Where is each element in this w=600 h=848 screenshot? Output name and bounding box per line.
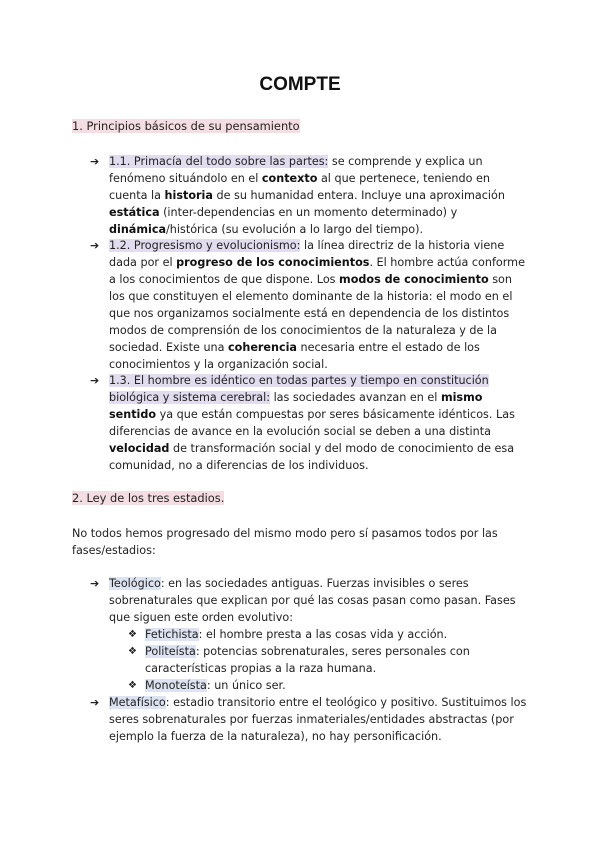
bullet-1-3 (90, 372, 530, 474)
sub-item-politeista: ❖ Politeísta: potencias sobrenaturales, seres personales con características propias a la raza humana. (128, 645, 470, 675)
page-title: COMPTE (259, 74, 341, 95)
arrow-icon: ➔ (90, 696, 100, 709)
diamond-icon: ❖ (128, 629, 137, 640)
sub-item-fetichista: ❖ Fetichista: el hombre presta a las cosas vida y acción. (128, 628, 448, 641)
section-2-intro: No todos hemos progresado del mismo modo pero sí pasamos todos por las fases/estadios: (72, 527, 498, 557)
bullet-1-1 (90, 153, 530, 238)
teologico-label: Teológico (109, 577, 161, 590)
section-1-heading-text: 1. Principios básicos de su pensamiento (72, 119, 300, 133)
monoteista-label: Monoteísta (145, 679, 207, 692)
bullet-metafisico-text: Metafísico: estadio transitorio entre el teológico y positivo. Sustituimos los seres sobrenaturales por fuerzas inmateriales/entidades abstractas (por ejemplo la fuerza de la naturaleza), no hay personificación. (109, 696, 527, 743)
bullet-1-3-label: 1.3. El hombre es idéntico en todas partes y tiempo en constitución biológica y sistema cerebral: (109, 374, 489, 404)
metafisico-label: Metafísico (109, 696, 166, 709)
bullet-1-3-text: 1.3. El hombre es idéntico en todas partes y tiempo en constitución biológica y sistema cerebral: las sociedades avanzan en el mismo sentido ya que están compuestas por seres básicamente idénticos. Las diferencias de avance en la evolución social se deben a una distinta velocidad de transformación social y del modo de conocimiento de esa comunidad, no a diferencias de los individuos. (109, 374, 515, 472)
bullet-1-1-label: 1.1. Primacía del todo sobre las partes: (109, 155, 329, 168)
bullet-teologico-text: Teológico: en las sociedades antiguas. Fuerzas invisibles o seres sobrenaturales que explican por qué las cosas pasan como pasan. Fases que siguen este orden evolutivo: (109, 577, 516, 624)
bullet-metafisico (90, 694, 530, 745)
section-2-heading-text: 2. Ley de los tres estadios. (72, 491, 225, 505)
politeista-label: Politeísta (145, 645, 196, 658)
arrow-icon: ➔ (90, 374, 100, 387)
bullet-1-2-label: 1.2. Progresismo y evolucionismo: (109, 239, 301, 252)
bullet-teologico (90, 575, 530, 626)
diamond-icon: ❖ (128, 646, 137, 657)
section-2-heading (72, 490, 224, 507)
bullet-1-2-text: 1.2. Progresismo y evolucionismo: la línea directriz de la historia viene dada por el progreso de los conocimientos. El hombre actúa conforme a los conocimientos de que dispone. Los modos de conocimiento son los que constituyen el elemento dominante de la historia: el modo en el que nos organizamos socialmente está en dependencia de los distintos modos de comprensión de los conocimientos de la naturaleza y de la sociedad. Existe una coherencia necesaria entre el estado de los conocimientos y la organización social. (109, 239, 525, 371)
section-1-heading (72, 118, 300, 135)
sub-item-monoteista: ❖ Monoteísta: un único ser. (128, 679, 286, 692)
bullet-1-2 (90, 237, 530, 373)
bullet-1-1-text: 1.1. Primacía del todo sobre las partes: se comprende y explica un fenómeno situándolo en el contexto al que pertenece, teniendo en cuenta la historia de su humanidad entera. Incluye una aproximación estática (inter-dependencias en un momento determinado) y dinámica/histórica (su evolución a lo largo del tiempo). (109, 155, 505, 236)
diamond-icon: ❖ (128, 680, 137, 691)
arrow-icon: ➔ (90, 577, 100, 590)
arrow-icon: ➔ (90, 155, 100, 168)
arrow-icon: ➔ (90, 239, 100, 252)
fetichista-label: Fetichista (145, 628, 199, 641)
